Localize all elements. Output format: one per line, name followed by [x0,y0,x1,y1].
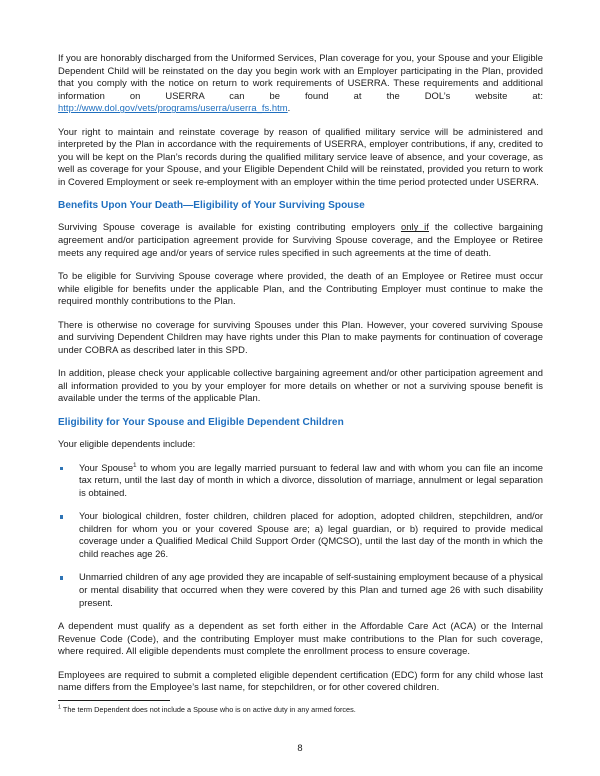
heading-eligibility-spouse-dependents: Eligibility for Your Spouse and Eligible Dependent Children [58,417,344,429]
footnote-1 [58,705,543,715]
footnote-reference-marker: 1 [133,461,137,469]
list-item-text-part2: to whom you are legally married pursuant to federal law and with whom you can file an income tax return, until the last day of month in which a divorce, dissolution of marriage, annulment or legal separation is obtained. [79,461,544,498]
page-number: 8 [297,742,303,753]
list-item [58,571,543,609]
paragraph-dependents-intro: Your eligible dependents include: [58,438,196,450]
paragraph-text-part2: the collective bargaining agreement and/or participation agreement provide for Surviving Spouse coverage, and the Employee or Retiree meets any required age and/or years of service rules specified in such agreements at the time of death. [58,221,543,258]
paragraph-maintain-reinstate-coverage: Your right to maintain and reinstate coverage by reason of qualified military service will be administered and interpreted by the Plan in accordance with the requirements of USERRA, employer contributions, if any, credited to you will be kept on the Plan’s records during the qualified military service leave of absence, and your coverage, as well as coverage for your Spouse, and your Eligible Dependent Child will be reinstated, provided you return to work in Covered Employment or seek re-employment with an employer within the time period protected under USERRA. [58,125,543,187]
footnote-number: 1 [58,704,61,711]
paragraph-dependent-qualification: A dependent must qualify as a dependent as set forth either in the Affordable Care Act (ACA) or the Internal Revenue Code (Code), and the contributing Employer must make contributions to the Plan for such coverage, where required. All eligible dependents must complete the enrollment process to ensure coverage. [58,620,543,657]
list-item-text: Unmarried children of any age provided they are incapable of self-sustaining employment because of a physical or mental disability that occurred when they were covered by this Plan and turned age 26 with such disability present. [79,571,543,608]
list-item-text: Your biological children, foster children, children placed for adoption, adopted children, stepchildren, and/or children for whom you or your covered Spouse are; a) legal guardian, or b) required to provide medical coverage under a Qualified Medical Child Support Order (QMCSO), until the last day of the month in which the child reaches age 26. [79,510,543,559]
footnote-area [58,700,543,715]
bullet-square-icon [60,515,63,518]
eligible-dependents-list [58,462,543,609]
bullet-square-icon [60,467,63,470]
list-item [58,462,543,500]
paragraph-edc-form-requirement: Employees are required to submit a completed eligible dependent certification (EDC) form for any child whose last name differs from the Employee’s last name, for stepchildren, or for other covered children. [58,668,543,693]
list-item [58,510,543,560]
page-content [58,52,543,694]
paragraph-text-after-link: . [287,102,291,114]
paragraph-check-bargaining-agreement: In addition, please check your applicable collective bargaining agreement and/or other participation agreement and all information provided to you by your employer for more details on whether or not a surviving spouse benefit is available under the terms of the applicable Plan. [58,367,543,404]
paragraph-text-part1: Surviving Spouse coverage is available for existing contributing employers [58,221,401,233]
bullet-square-icon [60,576,63,579]
paragraph-text-before-link: If you are honorably discharged from the Uniformed Services, Plan coverage for you, your Spouse and your Eligible Dependent Child will be reinstated on the day you begin work with an Employer participating in the Plan, provided that you comply with the notice on return to work requirements of USERRA. These requirements and additional information on USERRA can be found at the DOL’s website at: [58,52,543,101]
paragraph-surviving-spouse-coverage [58,221,543,259]
userra-dol-link[interactable]: http://www.dol.gov/vets/programs/userra/userra_fs.htm [58,102,288,114]
footnote-text: The term Dependent does not include a Spouse who is on active duty in any armed forces. [61,705,356,714]
heading-benefits-upon-your-death: Benefits Upon Your Death—Eligibility of Your Surviving Spouse [58,200,365,212]
emphasis-only-if: only if [400,221,429,233]
footnote-separator-rule [58,700,170,701]
paragraph-cobra-rights: There is otherwise no coverage for surviving Spouses under this Plan. However, your covered surviving Spouse and surviving Dependent Children may have rights under this Plan to make payments for continuation of coverage under COBRA as described later in this SPD. [58,318,543,355]
list-item-text-part1: Your Spouse [79,461,134,473]
paragraph-eligibility-requirements: To be eligible for Surviving Spouse coverage where provided, the death of an Employee or Retiree must occur while eligible for benefits under the applicable Plan, and the Contributing Employer must continue to make the required monthly contributions to the Plan. [58,270,543,307]
paragraph-userra-reinstatement [58,52,543,115]
